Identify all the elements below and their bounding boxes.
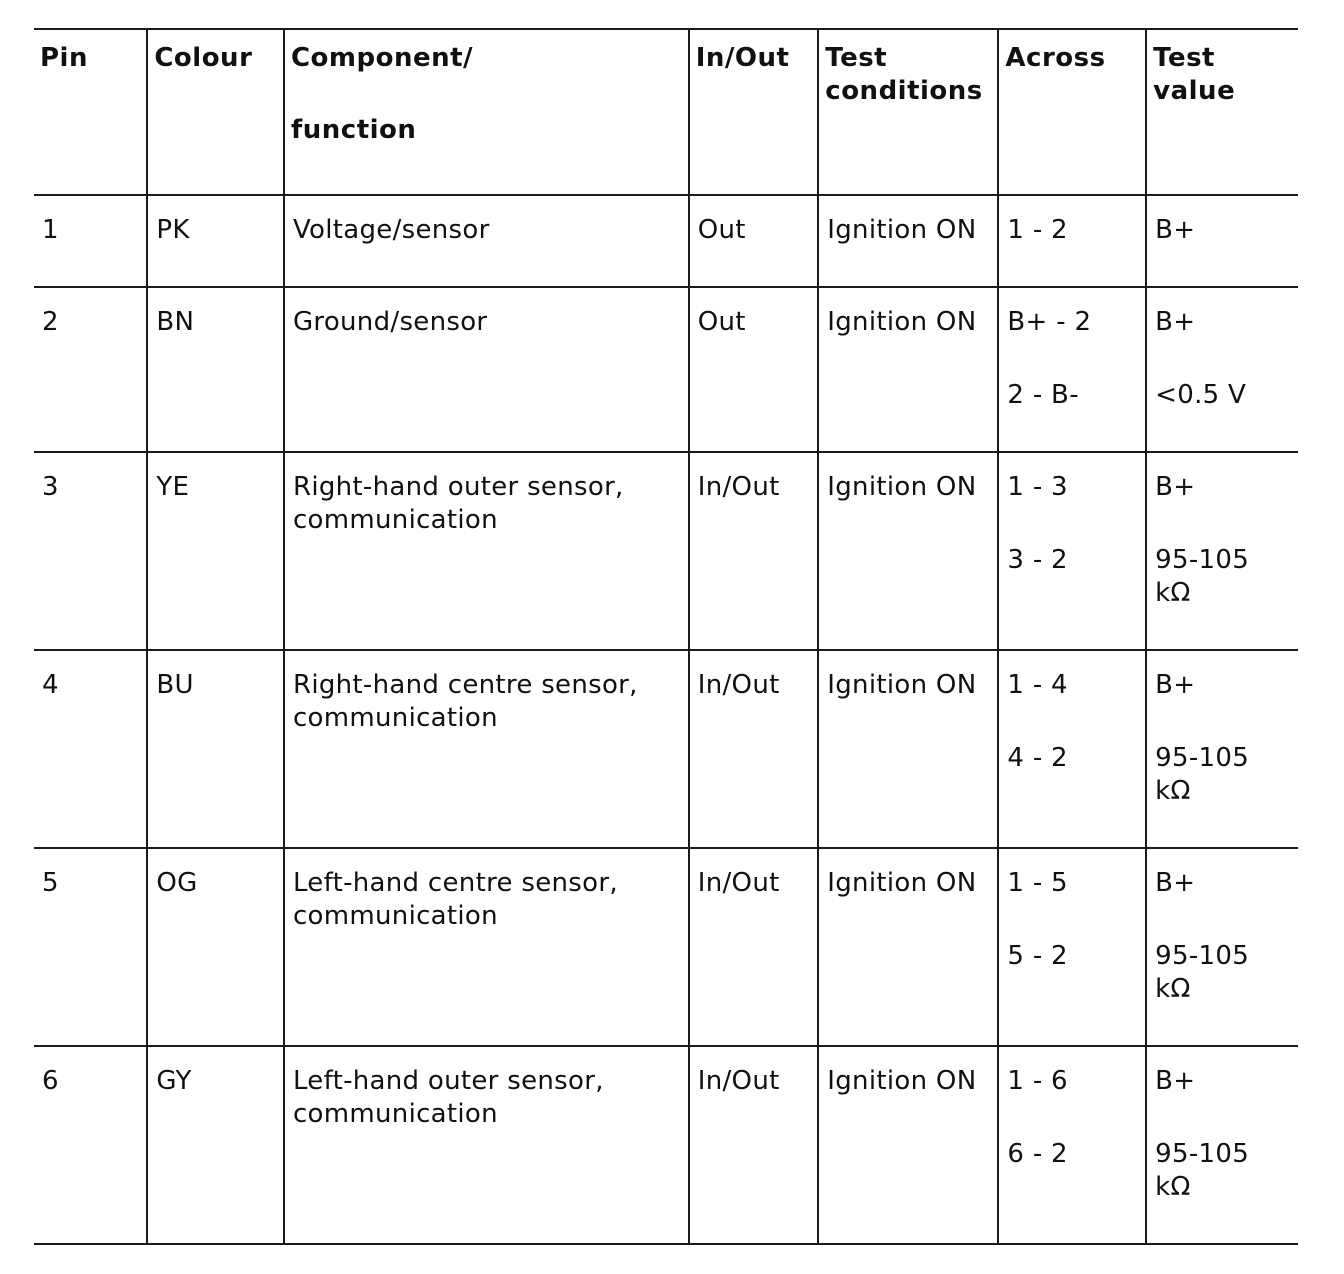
cell-component: [284, 650, 689, 848]
pin-number: 2: [42, 307, 59, 337]
wire-colour: YE: [156, 472, 190, 502]
component-text-line2: communication: [292, 901, 498, 931]
cell-colour: [147, 452, 284, 650]
across-text-2: 4 - 2: [1007, 743, 1068, 773]
test-value-1: B+: [1155, 1066, 1196, 1096]
table-row: [34, 848, 1298, 1046]
test-value-2: <0.5 V: [1155, 380, 1247, 410]
table-row: [34, 650, 1298, 848]
test-value-1: B+: [1155, 868, 1196, 898]
cell-across: [998, 848, 1146, 1046]
across-text-2: 5 - 2: [1007, 941, 1068, 971]
cell-component: [284, 287, 689, 452]
cell-test-conditions: [818, 650, 998, 848]
pin-number: 1: [42, 215, 59, 245]
table-row: [34, 195, 1298, 287]
cell-test-conditions: [818, 848, 998, 1046]
wire-colour: OG: [156, 868, 198, 898]
cell-across: [998, 452, 1146, 650]
component-text-line1: Right-hand outer sensor,: [292, 472, 624, 502]
cell-test-conditions: [818, 287, 998, 452]
test-value-2: 95-105: [1155, 941, 1250, 971]
cell-pin: [34, 195, 147, 287]
header-colour-label: Colour: [154, 43, 253, 73]
component-text-line2: communication: [292, 1099, 498, 1129]
test-value-2-unit: kΩ: [1155, 776, 1191, 806]
table-row: [34, 452, 1298, 650]
cell-pin: [34, 287, 147, 452]
test-conditions-text: Ignition ON: [827, 670, 977, 700]
test-value-2: 95-105: [1155, 545, 1250, 575]
cell-across: [998, 195, 1146, 287]
header-test-conditions-line1: Test: [825, 43, 888, 73]
table-row: [34, 1046, 1298, 1244]
cell-pin: [34, 1046, 147, 1244]
cell-component: [284, 1046, 689, 1244]
across-text-1: 1 - 6: [1007, 1066, 1068, 1096]
pin-number: 3: [42, 472, 59, 502]
cell-pin: [34, 452, 147, 650]
component-text-line1: Voltage/sensor: [292, 215, 490, 245]
cell-colour: [147, 650, 284, 848]
across-text-2: 6 - 2: [1007, 1139, 1068, 1169]
cell-in-out: [689, 650, 819, 848]
test-value-1: B+: [1155, 472, 1196, 502]
pin-number: 5: [42, 868, 59, 898]
in-out-text: Out: [697, 307, 746, 337]
header-component-label-line1: Component/: [290, 43, 474, 73]
cell-in-out: [689, 848, 819, 1046]
cell-across: [998, 1046, 1146, 1244]
test-value-2: 95-105: [1155, 743, 1250, 773]
wire-colour: GY: [156, 1066, 192, 1096]
in-out-text: In/Out: [697, 472, 780, 502]
in-out-text: In/Out: [697, 868, 780, 898]
cell-test-value: [1146, 848, 1298, 1046]
header-pin-label: Pin: [40, 43, 88, 73]
header-test-value: [1146, 29, 1298, 195]
header-component-label-line2: function: [290, 115, 417, 145]
table-body: [34, 195, 1298, 1244]
test-value-1: B+: [1155, 670, 1196, 700]
cell-test-value: [1146, 452, 1298, 650]
component-text-line2: communication: [292, 703, 498, 733]
test-value-2-unit: kΩ: [1155, 578, 1191, 608]
component-text-line1: Left-hand outer sensor,: [292, 1066, 604, 1096]
in-out-text: Out: [697, 215, 746, 245]
cell-across: [998, 650, 1146, 848]
cell-test-value: [1146, 1046, 1298, 1244]
test-conditions-text: Ignition ON: [827, 472, 977, 502]
cell-test-conditions: [818, 1046, 998, 1244]
test-value-2: 95-105: [1155, 1139, 1250, 1169]
across-text-1: B+ - 2: [1007, 307, 1092, 337]
cell-in-out: [689, 287, 819, 452]
cell-pin: [34, 650, 147, 848]
wire-colour: BU: [156, 670, 194, 700]
cell-colour: [147, 195, 284, 287]
across-text-1: 1 - 3: [1007, 472, 1068, 502]
cell-colour: [147, 848, 284, 1046]
header-test-value-line1: Test: [1153, 43, 1215, 73]
component-text-line1: Right-hand centre sensor,: [292, 670, 638, 700]
cell-component: [284, 195, 689, 287]
across-text-2: 2 - B-: [1007, 380, 1079, 410]
component-text-line1: Ground/sensor: [292, 307, 488, 337]
test-value-2-unit: kΩ: [1155, 1172, 1191, 1202]
cell-test-conditions: [818, 452, 998, 650]
cell-component: [284, 848, 689, 1046]
header-test-value-line2: value: [1153, 76, 1236, 106]
test-conditions-text: Ignition ON: [827, 1066, 977, 1096]
header-pin: [34, 29, 147, 195]
header-test-conditions-line2: conditions: [825, 76, 983, 106]
header-across-label: Across: [1005, 43, 1106, 73]
header-across: [998, 29, 1146, 195]
component-text-line1: Left-hand centre sensor,: [292, 868, 618, 898]
pin-number: 6: [42, 1066, 59, 1096]
header-test-conditions: [818, 29, 998, 195]
cell-pin: [34, 848, 147, 1046]
in-out-text: In/Out: [697, 1066, 780, 1096]
pin-test-table: [34, 28, 1298, 1245]
across-text-1: 1 - 2: [1007, 215, 1068, 245]
test-value-2-unit: kΩ: [1155, 974, 1191, 1004]
across-text-1: 1 - 5: [1007, 868, 1068, 898]
pin-number: 4: [42, 670, 59, 700]
header-row: [34, 29, 1298, 195]
cell-test-conditions: [818, 195, 998, 287]
header-component: [284, 29, 689, 195]
test-conditions-text: Ignition ON: [827, 307, 977, 337]
header-in-out-label: In/Out: [695, 43, 790, 73]
cell-test-value: [1146, 287, 1298, 452]
test-value-1: B+: [1155, 215, 1196, 245]
wire-colour: BN: [156, 307, 195, 337]
cell-component: [284, 452, 689, 650]
test-value-1: B+: [1155, 307, 1196, 337]
in-out-text: In/Out: [697, 670, 780, 700]
component-text-line2: communication: [292, 505, 498, 535]
cell-colour: [147, 287, 284, 452]
cell-in-out: [689, 452, 819, 650]
cell-test-value: [1146, 195, 1298, 287]
header-in-out: [689, 29, 819, 195]
cell-in-out: [689, 195, 819, 287]
header-colour: [147, 29, 284, 195]
cell-colour: [147, 1046, 284, 1244]
cell-across: [998, 287, 1146, 452]
table-header: [34, 29, 1298, 195]
across-text-2: 3 - 2: [1007, 545, 1068, 575]
table-row: [34, 287, 1298, 452]
test-conditions-text: Ignition ON: [827, 215, 977, 245]
wire-colour: PK: [156, 215, 190, 245]
cell-test-value: [1146, 650, 1298, 848]
cell-in-out: [689, 1046, 819, 1244]
test-conditions-text: Ignition ON: [827, 868, 977, 898]
across-text-1: 1 - 4: [1007, 670, 1068, 700]
